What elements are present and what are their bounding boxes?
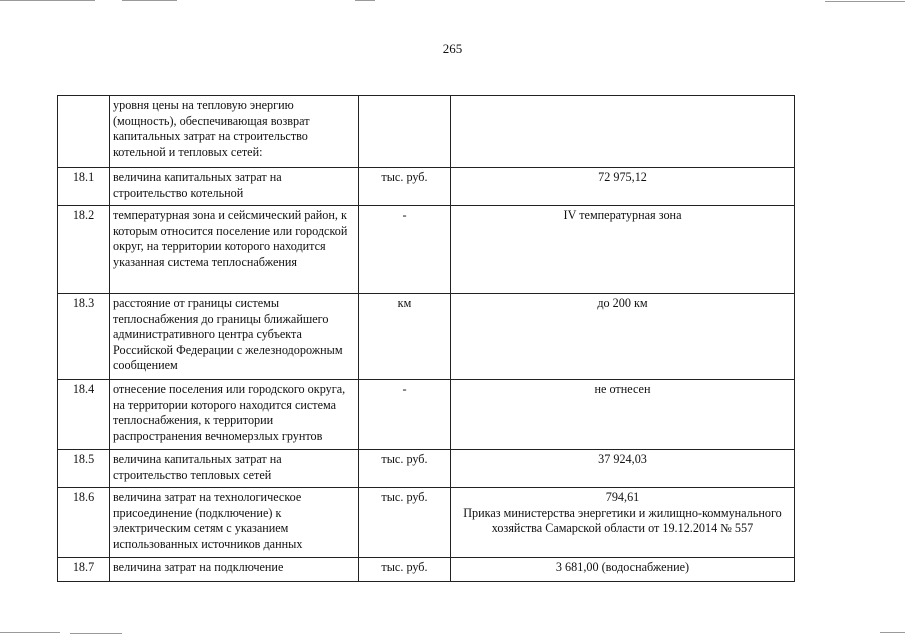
row-unit: км xyxy=(359,294,451,380)
row-value: 794,61 xyxy=(605,490,640,504)
row-unit: тыс. руб. xyxy=(359,168,451,206)
row-value: до 200 км xyxy=(451,294,795,380)
row-description: величина капитальных затрат на строительство тепловых сетей xyxy=(110,450,359,488)
row-number: 18.3 xyxy=(58,294,110,380)
scan-artifact-top-center xyxy=(355,0,375,1)
scan-artifact-bottom-right xyxy=(880,632,905,633)
row-value: 3 681,00 (водоснабжение) xyxy=(451,558,795,582)
row-description: расстояние от границы системы теплоснабжения до границы ближайшего административного центра субъекта Российской Федерации с железнодорожным сообщением xyxy=(110,294,359,380)
row-unit: - xyxy=(359,380,451,450)
row-unit: тыс. руб. xyxy=(359,558,451,582)
row-value-source-note: Приказ министерства энергетики и жилищно-коммунального хозяйства Самарской области от 19.12.2014 № 557 xyxy=(463,505,782,535)
table-row xyxy=(58,558,795,582)
row-number: 18.5 xyxy=(58,450,110,488)
row-number: 18.6 xyxy=(58,488,110,558)
row-value: 37 924,03 xyxy=(451,450,795,488)
table-row xyxy=(58,380,795,450)
table-row xyxy=(58,488,795,558)
scan-artifact-top-right xyxy=(825,1,905,2)
table-row xyxy=(58,294,795,380)
table-row xyxy=(58,450,795,488)
row-number: 18.7 xyxy=(58,558,110,582)
row-description: величина затрат на технологическое присоединение (подключение) к электрическим сетям с указанием использованных источников данных xyxy=(110,488,359,558)
table-row xyxy=(58,96,795,168)
table-row xyxy=(58,168,795,206)
scan-artifact-bottom-left-2 xyxy=(70,633,122,634)
row-value: не отнесен xyxy=(451,380,795,450)
row-number: 18.4 xyxy=(58,380,110,450)
row-value: IV температурная зона xyxy=(451,206,795,294)
row-description: температурная зона и сейсмический район, к которым относится поселение или городской округ, на территории которого находится указанная система теплоснабжения xyxy=(110,206,359,294)
row-value xyxy=(451,96,795,168)
row-unit: - xyxy=(359,206,451,294)
page-number: 265 xyxy=(442,41,463,56)
row-description: уровня цены на тепловую энергию (мощность), обеспечивающая возврат капитальных затрат на строительство котельной и тепловых сетей: xyxy=(110,96,359,168)
row-description: величина затрат на подключение xyxy=(110,558,359,582)
row-description: отнесение поселения или городского округа, на территории которого находится система теплоснабжения, к территории распространения вечномерзлых грунтов xyxy=(110,380,359,450)
scan-artifact-top-left xyxy=(0,0,95,1)
row-number xyxy=(58,96,110,168)
row-value-cell xyxy=(451,488,795,558)
row-number: 18.2 xyxy=(58,206,110,294)
row-unit xyxy=(359,96,451,168)
row-description: величина капитальных затрат на строительство котельной xyxy=(110,168,359,206)
table-row xyxy=(58,206,795,294)
scan-artifact-bottom-left xyxy=(0,632,60,633)
scan-artifact-top-mid xyxy=(122,0,177,1)
row-number: 18.1 xyxy=(58,168,110,206)
row-unit: тыс. руб. xyxy=(359,488,451,558)
row-value: 72 975,12 xyxy=(451,168,795,206)
data-table xyxy=(57,95,795,582)
row-unit: тыс. руб. xyxy=(359,450,451,488)
